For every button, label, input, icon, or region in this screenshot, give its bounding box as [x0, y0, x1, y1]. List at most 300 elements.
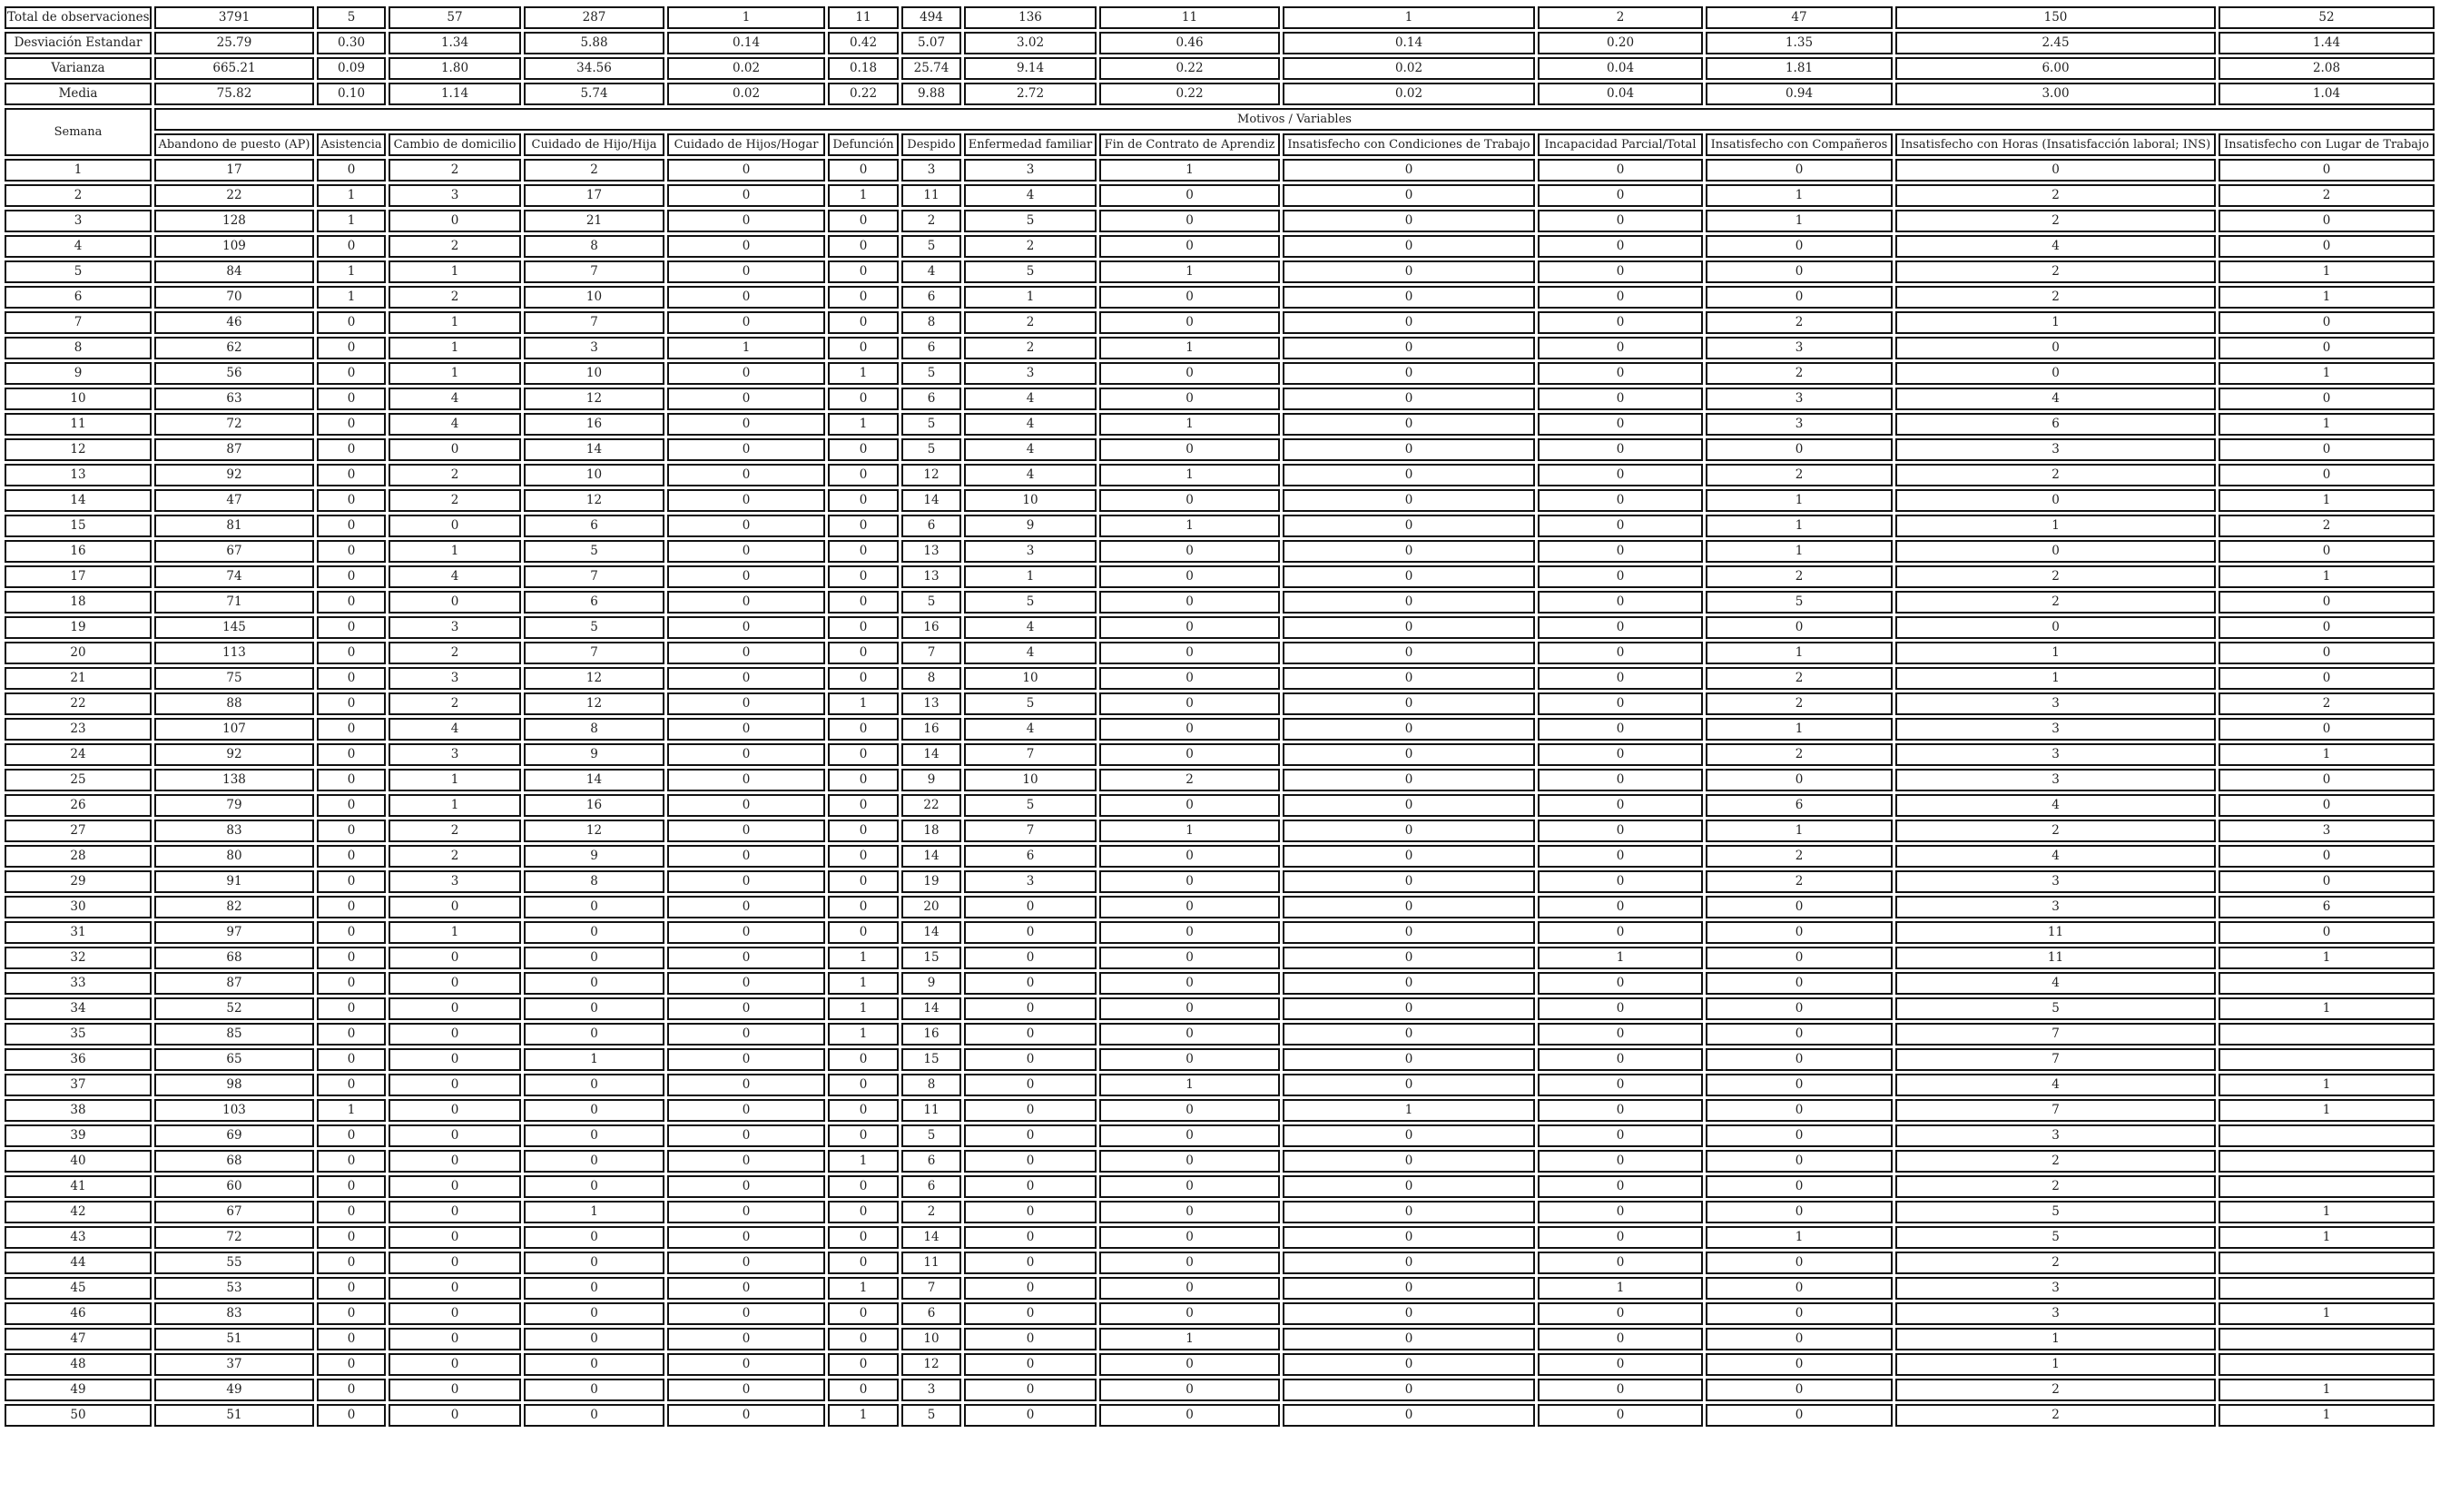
stats-label: Media	[5, 83, 152, 105]
data-cell: 0	[667, 1277, 825, 1300]
week-cell: 34	[5, 997, 152, 1020]
data-cell: 2	[1895, 464, 2216, 486]
data-cell: 19	[901, 870, 961, 893]
data-cell: 67	[154, 540, 314, 563]
data-cell: 3	[524, 337, 664, 359]
stats-value: 1.34	[389, 32, 521, 54]
data-cell: 85	[154, 1023, 314, 1046]
data-cell: 0	[667, 845, 825, 868]
data-cell: 10	[964, 489, 1097, 512]
data-cell: 1	[2219, 413, 2435, 436]
stats-value: 0.09	[317, 57, 386, 80]
data-cell: 0	[1538, 515, 1703, 537]
table-row	[5, 616, 2435, 639]
data-cell: 0	[667, 1175, 825, 1198]
data-cell: 51	[154, 1404, 314, 1427]
stats-value: 0.04	[1538, 57, 1703, 80]
stats-value: 665.21	[154, 57, 314, 80]
data-cell: 0	[389, 1201, 521, 1223]
data-cell: 0	[1099, 362, 1280, 385]
week-cell: 35	[5, 1023, 152, 1046]
data-cell: 8	[524, 870, 664, 893]
data-cell: 0	[317, 820, 386, 842]
data-cell: 9	[901, 972, 961, 995]
table-row	[5, 1023, 2435, 1046]
data-cell: 7	[524, 565, 664, 588]
data-cell: 1	[2219, 565, 2435, 588]
data-cell: 3	[1706, 413, 1893, 436]
data-cell: 2	[1895, 286, 2216, 309]
data-cell: 0	[389, 1023, 521, 1046]
week-cell: 16	[5, 540, 152, 563]
data-cell: 0	[317, 1353, 386, 1376]
data-cell: 0	[667, 565, 825, 588]
data-cell: 1	[524, 1201, 664, 1223]
data-cell: 0	[1283, 1074, 1535, 1096]
data-cell: 4	[964, 438, 1097, 461]
data-cell: 1	[389, 794, 521, 817]
data-cell: 0	[317, 692, 386, 715]
data-cell: 2	[389, 159, 521, 182]
data-cell: 7	[1895, 1023, 2216, 1046]
data-cell: 3	[1895, 896, 2216, 918]
data-cell: 0	[667, 184, 825, 207]
data-cell: 10	[524, 362, 664, 385]
stats-label: Varianza	[5, 57, 152, 80]
data-cell: 2	[1706, 362, 1893, 385]
data-cell: 0	[1283, 667, 1535, 690]
stats-value: 0.22	[1099, 57, 1280, 80]
data-cell: 13	[901, 692, 961, 715]
data-cell: 1	[317, 184, 386, 207]
data-cell: 0	[667, 159, 825, 182]
data-cell: 6	[901, 1175, 961, 1198]
data-cell: 0	[828, 820, 899, 842]
data-cell: 0	[1538, 591, 1703, 614]
data-cell: 0	[1099, 1099, 1280, 1122]
data-cell: 98	[154, 1074, 314, 1096]
week-cell: 50	[5, 1404, 152, 1427]
data-cell: 0	[317, 1048, 386, 1071]
data-cell: 0	[667, 1252, 825, 1274]
data-cell	[2219, 1023, 2435, 1046]
data-cell: 2	[1895, 1252, 2216, 1274]
week-cell: 6	[5, 286, 152, 309]
column-header: Defunción	[828, 133, 899, 156]
data-cell: 0	[1538, 743, 1703, 766]
data-cell: 0	[1099, 921, 1280, 944]
data-cell: 0	[317, 997, 386, 1020]
data-cell: 145	[154, 616, 314, 639]
week-cell: 26	[5, 794, 152, 817]
data-cell: 0	[1538, 1379, 1703, 1401]
data-cell: 12	[524, 820, 664, 842]
data-cell	[2219, 1175, 2435, 1198]
data-cell: 16	[901, 718, 961, 741]
data-cell: 6	[524, 515, 664, 537]
data-cell: 0	[1099, 1353, 1280, 1376]
data-cell: 1	[389, 337, 521, 359]
stats-value: 1.81	[1706, 57, 1893, 80]
data-cell: 0	[317, 667, 386, 690]
data-cell: 0	[964, 1023, 1097, 1046]
data-cell: 18	[901, 820, 961, 842]
table-row	[5, 769, 2435, 791]
table-row	[5, 464, 2435, 486]
stats-value: 0.10	[317, 83, 386, 105]
stats-value: 47	[1706, 6, 1893, 29]
data-cell: 2	[389, 489, 521, 512]
data-cell: 0	[1706, 1175, 1893, 1198]
table-row	[5, 565, 2435, 588]
data-cell: 0	[1538, 1099, 1703, 1122]
table-row	[5, 1328, 2435, 1350]
table-row	[5, 337, 2435, 359]
data-cell: 5	[901, 235, 961, 258]
data-cell: 53	[154, 1277, 314, 1300]
data-cell: 0	[317, 769, 386, 791]
data-cell: 0	[1538, 311, 1703, 334]
data-cell: 0	[828, 769, 899, 791]
stats-value: 1.80	[389, 57, 521, 80]
table-row	[5, 1074, 2435, 1096]
column-header-row	[5, 133, 2435, 156]
data-cell: 7	[524, 311, 664, 334]
stats-row	[5, 83, 2435, 105]
data-cell: 2	[389, 286, 521, 309]
data-cell: 1	[2219, 997, 2435, 1020]
data-cell: 0	[389, 1226, 521, 1249]
data-cell: 75	[154, 667, 314, 690]
data-cell: 0	[1538, 362, 1703, 385]
data-cell: 63	[154, 388, 314, 410]
data-cell: 1	[2219, 489, 2435, 512]
stats-value: 25.74	[901, 57, 961, 80]
data-cell: 3	[389, 743, 521, 766]
stats-value: 0.42	[828, 32, 899, 54]
data-cell: 4	[964, 642, 1097, 664]
data-cell: 0	[828, 1048, 899, 1071]
data-cell: 1	[389, 260, 521, 283]
data-cell: 5	[964, 210, 1097, 232]
data-cell: 0	[389, 1175, 521, 1198]
data-cell: 0	[1706, 921, 1893, 944]
data-cell: 0	[828, 642, 899, 664]
data-cell: 0	[524, 1099, 664, 1122]
group-header: Motivos / Variables	[154, 108, 2435, 131]
data-cell: 0	[317, 972, 386, 995]
data-cell: 0	[828, 210, 899, 232]
data-cell: 2	[901, 1201, 961, 1223]
data-cell: 14	[901, 921, 961, 944]
week-cell: 11	[5, 413, 152, 436]
stats-value: 9.14	[964, 57, 1097, 80]
week-cell: 27	[5, 820, 152, 842]
data-cell: 2	[1895, 591, 2216, 614]
data-cell: 0	[524, 1023, 664, 1046]
data-cell: 0	[389, 1252, 521, 1274]
stats-value: 2.45	[1895, 32, 2216, 54]
data-cell: 0	[828, 845, 899, 868]
data-cell: 14	[901, 845, 961, 868]
week-cell: 10	[5, 388, 152, 410]
data-cell: 0	[317, 642, 386, 664]
data-cell: 0	[1283, 1379, 1535, 1401]
data-cell: 0	[828, 1226, 899, 1249]
data-cell: 0	[2219, 311, 2435, 334]
data-cell: 15	[901, 1048, 961, 1071]
week-cell: 25	[5, 769, 152, 791]
table-row	[5, 692, 2435, 715]
stats-value: 6.00	[1895, 57, 2216, 80]
data-cell: 0	[317, 515, 386, 537]
data-cell: 1	[2219, 1074, 2435, 1096]
data-cell: 2	[1895, 184, 2216, 207]
data-cell: 1	[1706, 820, 1893, 842]
data-cell: 0	[828, 286, 899, 309]
data-cell: 0	[1538, 235, 1703, 258]
data-cell: 0	[1283, 515, 1535, 537]
data-cell: 0	[524, 947, 664, 969]
data-cell: 0	[1706, 235, 1893, 258]
data-cell: 0	[1538, 1302, 1703, 1325]
data-cell: 0	[667, 667, 825, 690]
data-cell: 1	[389, 311, 521, 334]
data-cell: 0	[317, 591, 386, 614]
data-cell: 0	[1706, 1302, 1893, 1325]
data-cell: 0	[1283, 1226, 1535, 1249]
data-cell: 8	[901, 1074, 961, 1096]
data-cell: 0	[1538, 159, 1703, 182]
data-cell: 0	[1538, 286, 1703, 309]
data-cell: 0	[1099, 972, 1280, 995]
data-cell: 0	[667, 1074, 825, 1096]
table-row	[5, 642, 2435, 664]
data-cell: 1	[1895, 1353, 2216, 1376]
data-cell: 5	[1895, 997, 2216, 1020]
stats-value: 0.02	[1283, 83, 1535, 105]
data-cell: 0	[667, 362, 825, 385]
data-cell: 0	[524, 896, 664, 918]
data-cell: 60	[154, 1175, 314, 1198]
stats-value: 0.02	[667, 83, 825, 105]
data-cell: 88	[154, 692, 314, 715]
data-cell: 16	[901, 1023, 961, 1046]
data-cell: 0	[828, 1175, 899, 1198]
data-cell: 4	[389, 565, 521, 588]
data-cell: 1	[2219, 1404, 2435, 1427]
data-cell: 0	[1706, 997, 1893, 1020]
data-cell: 0	[964, 921, 1097, 944]
data-cell: 0	[1283, 1124, 1535, 1147]
data-cell: 0	[667, 794, 825, 817]
data-cell: 0	[667, 1048, 825, 1071]
data-cell: 0	[1538, 718, 1703, 741]
column-header: Cambio de domicilio	[389, 133, 521, 156]
data-cell: 67	[154, 1201, 314, 1223]
data-cell: 2	[524, 159, 664, 182]
data-cell: 15	[901, 947, 961, 969]
data-cell: 2	[1895, 1379, 2216, 1401]
data-cell: 72	[154, 1226, 314, 1249]
stats-value: 136	[964, 6, 1097, 29]
table-row	[5, 1124, 2435, 1147]
data-cell: 0	[1099, 667, 1280, 690]
data-cell: 14	[901, 489, 961, 512]
data-cell: 17	[154, 159, 314, 182]
data-cell: 3	[2219, 820, 2435, 842]
data-cell: 84	[154, 260, 314, 283]
data-cell: 87	[154, 972, 314, 995]
data-cell: 1	[1895, 515, 2216, 537]
data-cell: 1	[1099, 337, 1280, 359]
data-cell: 1	[2219, 1099, 2435, 1122]
data-cell: 4	[1895, 794, 2216, 817]
data-cell: 0	[317, 438, 386, 461]
stats-label: Total de observaciones	[5, 6, 152, 29]
data-cell: 0	[828, 1252, 899, 1274]
data-cell: 0	[828, 438, 899, 461]
table-row	[5, 972, 2435, 995]
data-cell: 7	[964, 820, 1097, 842]
data-cell: 0	[828, 1074, 899, 1096]
data-cell: 0	[1099, 210, 1280, 232]
data-cell: 0	[1283, 1328, 1535, 1350]
table-row	[5, 210, 2435, 232]
data-cell: 4	[1895, 972, 2216, 995]
column-header: Cuidado de Hijo/Hija	[524, 133, 664, 156]
week-cell: 14	[5, 489, 152, 512]
data-cell: 12	[524, 667, 664, 690]
header-row-group	[5, 108, 2435, 131]
data-cell: 0	[964, 1277, 1097, 1300]
column-header: Cuidado de Hijos/Hogar	[667, 133, 825, 156]
data-cell: 0	[1538, 972, 1703, 995]
data-cell: 0	[389, 896, 521, 918]
data-cell: 5	[901, 362, 961, 385]
data-cell: 3	[964, 159, 1097, 182]
data-cell: 109	[154, 235, 314, 258]
week-cell: 32	[5, 947, 152, 969]
stats-section	[5, 6, 2435, 105]
data-cell: 92	[154, 464, 314, 486]
data-cell: 2	[1706, 311, 1893, 334]
data-cell: 11	[1895, 947, 2216, 969]
data-cell: 22	[901, 794, 961, 817]
data-cell: 0	[1099, 1302, 1280, 1325]
table-row	[5, 235, 2435, 258]
data-cell: 0	[1706, 616, 1893, 639]
data-cell: 0	[1895, 489, 2216, 512]
data-cell: 5	[1895, 1201, 2216, 1223]
table-row	[5, 947, 2435, 969]
data-cell: 0	[1538, 388, 1703, 410]
data-cell: 87	[154, 438, 314, 461]
data-cell: 0	[317, 464, 386, 486]
data-cell: 0	[1283, 692, 1535, 715]
table-row	[5, 1048, 2435, 1071]
stats-value: 1.44	[2219, 32, 2435, 54]
data-cell: 0	[1538, 692, 1703, 715]
data-cell: 6	[901, 286, 961, 309]
data-cell: 0	[667, 769, 825, 791]
stats-value: 3.02	[964, 32, 1097, 54]
data-cell: 0	[1538, 667, 1703, 690]
data-cell: 0	[1538, 438, 1703, 461]
data-cell: 0	[667, 896, 825, 918]
data-cell: 0	[2219, 438, 2435, 461]
week-cell: 12	[5, 438, 152, 461]
data-cell: 0	[1283, 311, 1535, 334]
data-cell: 0	[667, 260, 825, 283]
data-cell: 0	[1538, 337, 1703, 359]
data-cell: 0	[828, 743, 899, 766]
data-cell: 0	[1099, 311, 1280, 334]
data-cell: 0	[1099, 743, 1280, 766]
data-cell: 0	[1283, 591, 1535, 614]
data-cell: 6	[2219, 896, 2435, 918]
week-cell: 37	[5, 1074, 152, 1096]
data-cell: 103	[154, 1099, 314, 1122]
column-header: Insatisfecho con Lugar de Trabajo	[2219, 133, 2435, 156]
data-cell: 14	[524, 769, 664, 791]
data-cell: 1	[1283, 1099, 1535, 1122]
data-cell: 6	[901, 1302, 961, 1325]
data-cell: 0	[964, 1379, 1097, 1401]
data-cell: 0	[1099, 388, 1280, 410]
data-cell: 0	[1099, 947, 1280, 969]
data-cell: 1	[1706, 642, 1893, 664]
data-cell: 0	[317, 311, 386, 334]
data-cell: 0	[1099, 591, 1280, 614]
data-cell: 0	[1283, 362, 1535, 385]
data-cell: 0	[1099, 286, 1280, 309]
table-row	[5, 489, 2435, 512]
data-cell: 0	[1706, 1150, 1893, 1173]
table-row	[5, 1277, 2435, 1300]
data-cell: 0	[1283, 540, 1535, 563]
data-cell: 1	[1099, 515, 1280, 537]
data-cell: 0	[1706, 1124, 1893, 1147]
data-cell: 51	[154, 1328, 314, 1350]
table-row	[5, 515, 2435, 537]
data-cell: 0	[667, 997, 825, 1020]
week-cell: 48	[5, 1353, 152, 1376]
data-cell: 1	[828, 1277, 899, 1300]
data-cell: 7	[901, 642, 961, 664]
data-cell: 0	[389, 1353, 521, 1376]
data-cell: 4	[964, 184, 1097, 207]
week-cell: 43	[5, 1226, 152, 1249]
data-cell: 8	[901, 311, 961, 334]
data-cell: 1	[1706, 718, 1893, 741]
data-cell: 5	[964, 260, 1097, 283]
data-cell: 0	[1283, 184, 1535, 207]
data-cell: 0	[828, 1201, 899, 1223]
data-cell: 1	[828, 1023, 899, 1046]
data-cell: 1	[2219, 362, 2435, 385]
data-cell: 5	[901, 413, 961, 436]
data-cell: 0	[389, 1074, 521, 1096]
stats-value: 1	[1283, 6, 1535, 29]
table-row	[5, 1353, 2435, 1376]
data-cell: 37	[154, 1353, 314, 1376]
data-cell: 0	[1895, 159, 2216, 182]
data-cell: 97	[154, 921, 314, 944]
data-cell: 0	[667, 1201, 825, 1223]
data-cell: 5	[1895, 1226, 2216, 1249]
data-cell: 4	[389, 718, 521, 741]
